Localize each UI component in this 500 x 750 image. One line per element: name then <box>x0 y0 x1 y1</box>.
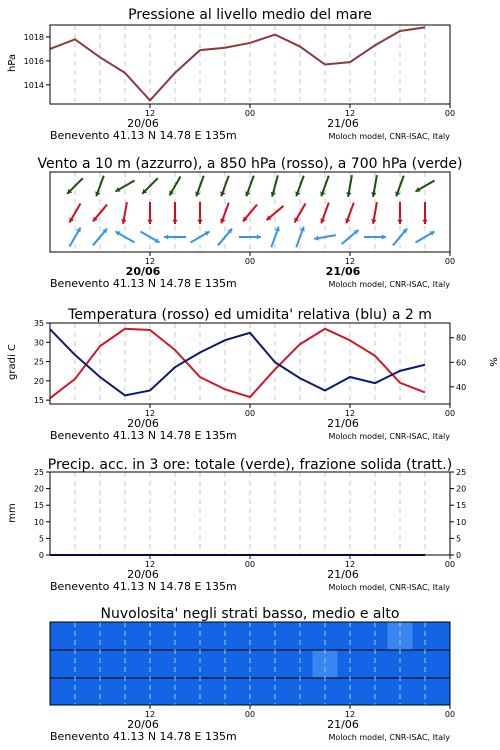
cloud-xaxis <box>50 705 455 743</box>
cloud-cell <box>88 678 113 705</box>
cloud-cell <box>138 678 163 705</box>
y-tick-label: 30 <box>33 338 44 348</box>
x-tick-label: 12 <box>144 409 156 418</box>
location-label: Benevento 41.13 N 14.78 E 135m <box>50 730 237 743</box>
wind-arrows <box>67 175 434 247</box>
cloud-cell <box>288 650 313 678</box>
y-tick-label-right: 20 <box>456 484 467 494</box>
y-tick-label: 25 <box>33 357 44 367</box>
location-label: Benevento 41.13 N 14.78 E 135m <box>50 580 237 593</box>
cloud-title: Nuvolosita' negli strati basso, medio e alto <box>100 606 400 622</box>
wind-arrow-head <box>382 234 386 239</box>
pressure-line <box>50 27 425 100</box>
x-tick-label: 00 <box>444 710 456 719</box>
y-tick-label-right: 40 <box>456 382 467 392</box>
wind-arrow-head <box>197 220 202 224</box>
y-tick-label-right: 10 <box>456 517 467 527</box>
y-tick-label: 35 <box>33 319 44 328</box>
cloud-cell <box>113 678 138 705</box>
cloud-cell <box>288 678 313 705</box>
cloud-cell <box>388 678 413 705</box>
x-tick-label: 00 <box>244 710 256 719</box>
cloud-cell <box>163 678 188 705</box>
cloud-cell <box>338 678 363 705</box>
date-label: 21/06 <box>325 265 361 278</box>
humidity-line <box>50 329 425 395</box>
y-tick-label: 15 <box>33 396 44 406</box>
x-tick-label: 12 <box>144 710 156 719</box>
cloud-cell <box>338 650 363 678</box>
cloud-cell <box>263 678 288 705</box>
x-tick-label: 12 <box>144 109 156 118</box>
wind-title: Vento a 10 m (azzurro), a 850 hPa (rosso), a 700 hPa (verde) <box>37 156 463 172</box>
cloud-cell <box>213 678 238 705</box>
cloud-cell <box>50 622 63 650</box>
cloud-cell <box>88 650 113 678</box>
cloud-cell <box>50 650 63 678</box>
location-label: Benevento 41.13 N 14.78 E 135m <box>50 129 237 142</box>
cloud-cell <box>188 650 213 678</box>
y-tick-label-right: 5 <box>456 534 462 544</box>
x-tick-label: 12 <box>344 257 356 266</box>
cloud-cell <box>113 650 138 678</box>
cloud-cell <box>313 650 338 678</box>
wind-arrow-head <box>172 220 177 224</box>
wind-arrow-head <box>164 234 168 239</box>
temp-grid <box>75 323 425 404</box>
y-tick-label: 25 <box>33 468 44 477</box>
credit-label: Moloch model, CNR-ISAC, Italy <box>328 132 450 141</box>
date-label: 20/06 <box>127 117 159 130</box>
x-tick-label: 00 <box>244 560 256 569</box>
date-label: 20/06 <box>127 718 159 731</box>
x-tick-label: 12 <box>344 409 356 418</box>
x-tick-label: 00 <box>444 560 456 569</box>
date-label: 20/06 <box>127 568 159 581</box>
temp-series <box>50 329 425 398</box>
y-tick-label: 0 <box>38 551 44 560</box>
x-tick-label: 00 <box>444 109 456 118</box>
wind-xaxis <box>50 252 455 290</box>
y-tick-label: 20 <box>33 484 44 494</box>
x-tick-label: 12 <box>344 710 356 719</box>
temp-ylabel: gradi C <box>7 344 18 380</box>
y-tick-label-right: 80 <box>456 333 467 343</box>
wind-arrow-head <box>422 220 427 224</box>
cloud-cell <box>63 650 88 678</box>
date-label: 20/06 <box>125 265 161 278</box>
cloud-cell <box>50 678 63 705</box>
pressure-title: Pressione al livello medio del mare <box>128 7 372 23</box>
y-tick-label-right: 0 <box>456 551 462 560</box>
x-tick-label: 00 <box>444 257 456 266</box>
x-tick-label: 12 <box>344 560 356 569</box>
cloud-cell <box>138 650 163 678</box>
precip-title: Precip. acc. in 3 ore: totale (verde), frazione solida (tratt.) <box>47 457 453 473</box>
y-tick-label: 1018 <box>23 32 44 42</box>
x-tick-label: 00 <box>244 109 256 118</box>
pressure-xaxis <box>50 104 455 142</box>
y-tick-label: 20 <box>33 376 44 386</box>
precip-grid <box>75 472 425 555</box>
y-tick-label-right: 60 <box>456 358 467 368</box>
date-label: 21/06 <box>327 117 359 130</box>
date-label: 20/06 <box>127 417 159 430</box>
location-label: Benevento 41.13 N 14.78 E 135m <box>50 277 237 290</box>
temperature-line <box>50 329 425 398</box>
cloud-cell <box>388 650 413 678</box>
cloud-cell <box>213 650 238 678</box>
credit-label: Moloch model, CNR-ISAC, Italy <box>328 583 450 592</box>
y-tick-label: 1016 <box>23 56 44 66</box>
y-tick-label: 1014 <box>23 80 44 90</box>
humidity-ylabel: % <box>487 357 498 367</box>
credit-label: Moloch model, CNR-ISAC, Italy <box>328 432 450 441</box>
pressure-series <box>50 27 425 100</box>
credit-label: Moloch model, CNR-ISAC, Italy <box>328 280 450 289</box>
pressure-yticks <box>24 33 50 90</box>
cloud-cell <box>413 622 451 650</box>
precip-xaxis <box>50 555 455 593</box>
x-tick-label: 12 <box>144 257 156 266</box>
x-tick-label: 00 <box>444 409 456 418</box>
cloud-cell <box>163 650 188 678</box>
y-tick-label-right: 25 <box>456 468 467 477</box>
location-label: Benevento 41.13 N 14.78 E 135m <box>50 429 237 442</box>
cloud-cell <box>188 678 213 705</box>
precip-ylabel: mm <box>7 503 18 523</box>
temp-title: Temperatura (rosso) ed umidita' relativa (blu) a 2 m <box>68 307 432 323</box>
cloud-cell <box>313 678 338 705</box>
wind-arrow-head <box>257 234 261 239</box>
date-label: 21/06 <box>327 718 359 731</box>
x-tick-label: 12 <box>144 560 156 569</box>
pressure-ylabel: hPa <box>7 53 18 73</box>
cloud-cell <box>413 678 451 705</box>
cloud-cell <box>413 650 451 678</box>
x-tick-label: 00 <box>244 257 256 266</box>
cloud-cell <box>363 678 388 705</box>
y-tick-label: 10 <box>33 517 44 527</box>
y-tick-label: 15 <box>33 501 44 511</box>
date-label: 21/06 <box>327 417 359 430</box>
temp-xaxis <box>50 404 455 442</box>
cloud-cell <box>363 650 388 678</box>
cloud-cell <box>238 678 263 705</box>
wind-arrow-head <box>147 220 152 224</box>
x-tick-label: 12 <box>344 109 356 118</box>
y-tick-label: 5 <box>38 534 44 544</box>
wind-arrow-head <box>397 220 402 224</box>
date-label: 21/06 <box>327 568 359 581</box>
credit-label: Moloch model, CNR-ISAC, Italy <box>328 733 450 742</box>
cloud-cell <box>63 678 88 705</box>
cloud-cell <box>238 650 263 678</box>
x-tick-label: 00 <box>244 409 256 418</box>
y-tick-label-right: 15 <box>456 501 467 511</box>
pressure-grid <box>75 25 425 104</box>
cloud-cell <box>263 650 288 678</box>
